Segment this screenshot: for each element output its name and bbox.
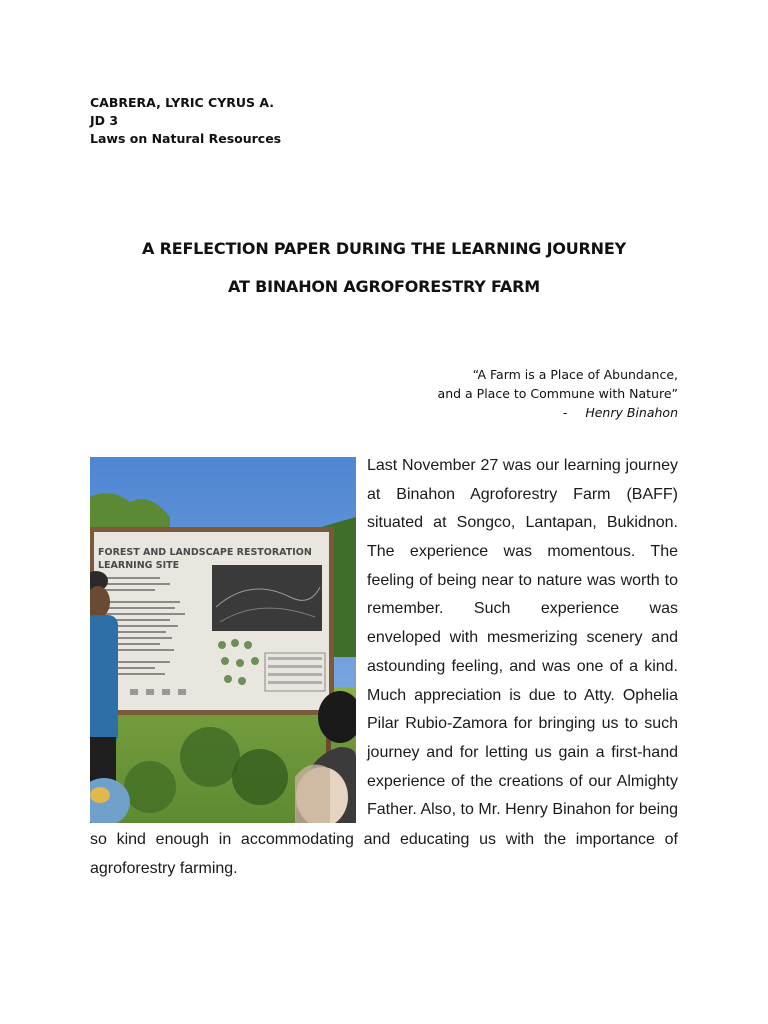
paper-title-line-2: AT BINAHON AGROFORESTRY FARM <box>228 277 540 296</box>
body-line-10: Pilar Rubio-Zamora for bringing us to such <box>367 715 678 733</box>
paper-title-line-1: A REFLECTION PAPER DURING THE LEARNING JOURNEY <box>142 239 626 258</box>
body-line-12: experience of the creations of our Almighty <box>367 772 678 790</box>
body-line-6: remember. Such experience was <box>367 600 678 618</box>
year-level: JD 3 <box>90 113 119 128</box>
body-line-11: journey and for letting us gain a first-hand <box>367 743 678 761</box>
body-line-3: situated at Songco, Lantapan, Bukidnon. <box>367 514 678 532</box>
sign-title: FOREST AND LANDSCAPE RESTORATION <box>98 547 312 558</box>
quote-attribution <box>438 403 678 422</box>
course-name: Laws on Natural Resources <box>90 131 282 146</box>
body-line-9: Much appreciation is due to Atty. Ophelia <box>367 686 678 704</box>
author-name: CABRERA, LYRIC CYRUS A. <box>90 95 275 110</box>
sign-subtitle: LEARNING SITE <box>98 560 180 571</box>
quote-author: Henry Binahon <box>585 405 678 420</box>
body-line-8: astounding feeling, and was one of a kind. <box>367 657 678 675</box>
attribution-dash: - <box>562 405 568 420</box>
learning-site-photo <box>90 457 356 823</box>
body-line-4: The experience was momentous. The <box>367 543 678 561</box>
epigraph-quote <box>438 365 678 422</box>
quote-line-2: and a Place to Commune with Nature” <box>437 386 678 401</box>
body-line-14: so kind enough in accommodating and educating us with the importance of <box>90 831 678 848</box>
body-paragraph-full-width <box>90 826 678 883</box>
body-paragraph-wrapped <box>367 452 678 825</box>
body-line-15: agroforestry farming. <box>90 859 238 877</box>
author-header <box>90 94 281 148</box>
body-line-13: Father. Also, to Mr. Henry Binahon for being <box>367 801 678 819</box>
quote-line-1: “A Farm is a Place of Abundance, <box>472 367 678 382</box>
body-line-5: feeling of being near to nature was worth to <box>367 571 678 589</box>
body-line-2: at Binahon Agroforestry Farm (BAFF) <box>367 485 678 503</box>
body-line-1: Last November 27 was our learning journey <box>367 457 678 474</box>
body-line-7: enveloped with mesmerizing scenery and <box>367 629 678 647</box>
photo-illustration <box>90 457 356 823</box>
